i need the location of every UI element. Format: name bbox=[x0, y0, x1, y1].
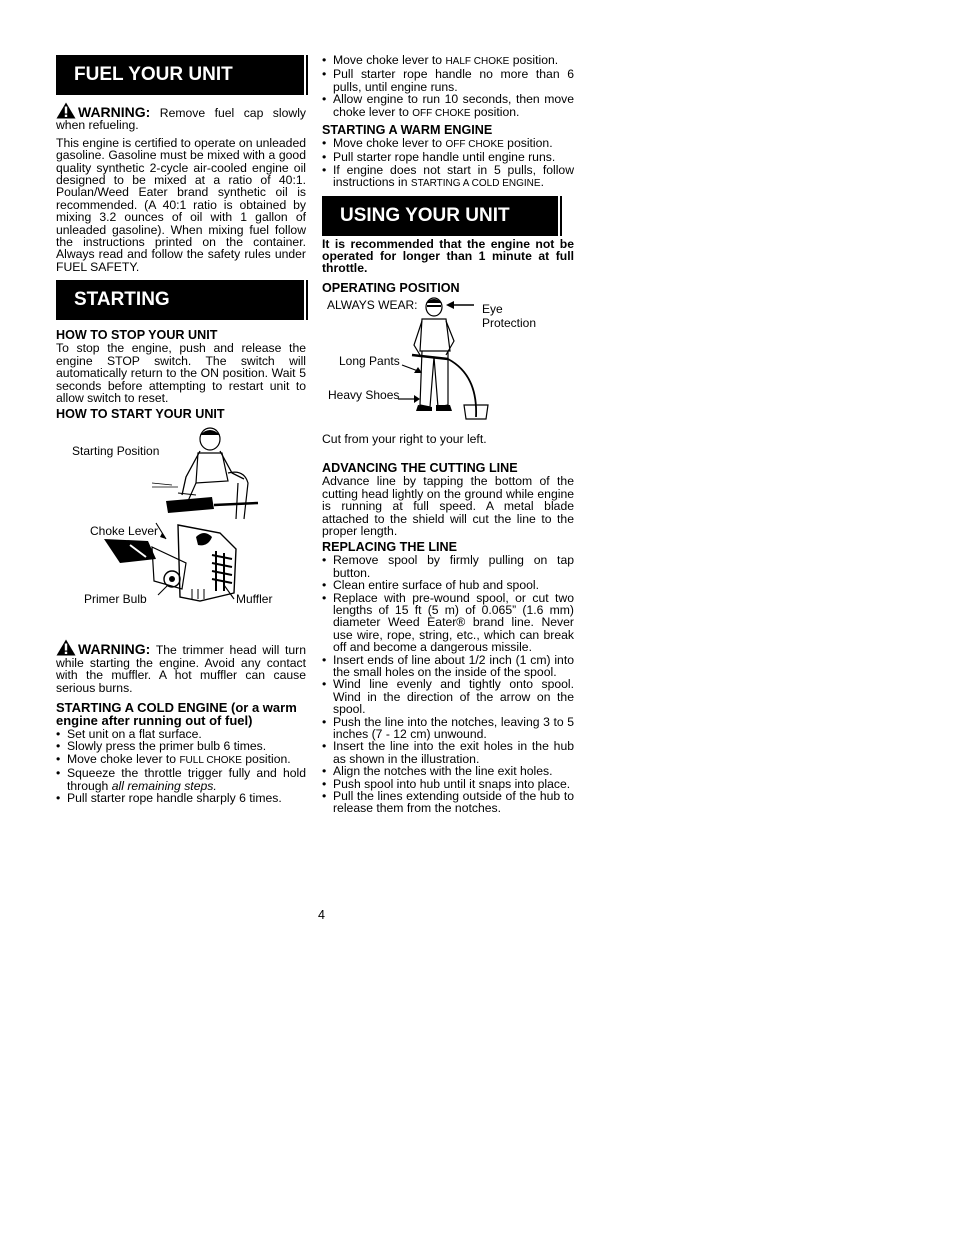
list-item: • Slowly press the primer bulb 6 times. bbox=[56, 740, 306, 752]
using-intro: It is recommended that the engine not be operated for longer than 1 minute at full throttle. bbox=[322, 236, 574, 276]
list-item: • Move choke lever to HALF CHOKE position. bbox=[322, 54, 574, 68]
fuel-body: This engine is certified to operate on unleaded gasoline. Gasoline must be mixed with a good quality synthetic 2‑cycle air‑cooled engine oil designed to be mixed at a ratio of 40:1. Poulan/Weed Eater brand synthetic oil is recommended. (A 40:1 ratio is obtained by mixing 3.2 ounces of oil with 1 gallon of unleaded gasoline). When mixing fuel follow the instructions printed on the container. Always read and follow the safety rules under FUEL SAFETY. bbox=[56, 135, 307, 274]
list-item: • Push spool into hub until it snaps into place. bbox=[322, 778, 574, 790]
page-number: 4 bbox=[318, 908, 325, 922]
fuel-warning bbox=[56, 102, 306, 132]
list-item: • Allow engine to run 10 seconds, then move choke lever to OFF CHOKE position. bbox=[322, 93, 574, 120]
label-primer-bulb: Primer Bulb bbox=[84, 592, 147, 607]
list-item: • Move choke lever to OFF CHOKE position. bbox=[322, 137, 574, 151]
list-item: • Pull the lines extending outside of the hub to release them from the notches. bbox=[322, 790, 574, 815]
list-item: • Replace with pre‑wound spool, or cut two lengths of 15 ft (5 m) of 0.065” (1.6 mm) diameter Weed Eater® brand line. Never use wire, rope, string, etc., which can break off and become a dangerous missile. bbox=[322, 592, 574, 654]
label-heavy-shoes: Heavy Shoes bbox=[328, 387, 400, 402]
list-item: • Align the notches with the line exit holes. bbox=[322, 765, 574, 777]
cold-engine-heading: STARTING A COLD ENGINE (or a warm engine after running out of fuel) bbox=[56, 699, 297, 729]
starting-figure bbox=[56, 421, 306, 633]
warning-triangle-icon bbox=[56, 102, 76, 119]
warm-engine-heading: STARTING A WARM ENGINE bbox=[322, 123, 493, 138]
fuel-banner: FUEL YOUR UNIT bbox=[56, 55, 306, 95]
list-item: • If engine does not start in 5 pulls, follow instructions in STARTING A COLD ENGINE. bbox=[322, 164, 574, 191]
fuel-warning-label: WARNING: bbox=[78, 104, 151, 120]
cut-direction-text: Cut from your right to your left. bbox=[322, 431, 487, 446]
list-item: • Pull starter rope handle until engine runs. bbox=[322, 151, 574, 163]
list-item: • Push the line into the notches, leaving 3 to 5 inches (7 ‑ 12 cm) unwound. bbox=[322, 716, 574, 741]
warm-engine-steps bbox=[322, 137, 574, 191]
label-choke-lever: Choke Lever bbox=[90, 524, 159, 539]
replacing-line-heading: REPLACING THE LINE bbox=[322, 540, 458, 555]
list-item: • Wind line evenly and tightly onto spool. Wind in the direction of the arrow on the spool. bbox=[322, 678, 574, 715]
list-item: • Insert the line into the exit holes in the hub as shown in the illustration. bbox=[322, 740, 574, 765]
label-starting-position: Starting Position bbox=[72, 444, 160, 459]
start-heading: HOW TO START YOUR UNIT bbox=[56, 407, 225, 422]
fuel-warning-text: Remove fuel cap slowly when refueling. bbox=[56, 106, 306, 133]
list-item: • Remove spool by firmly pulling on tap button. bbox=[322, 554, 574, 579]
list-item: • Clean entire surface of hub and spool. bbox=[322, 579, 574, 591]
starting-position-illustration bbox=[152, 423, 262, 523]
label-muffler: Muffler bbox=[236, 592, 273, 607]
operator-illustration bbox=[392, 295, 502, 423]
stop-heading: HOW TO STOP YOUR UNIT bbox=[56, 328, 218, 343]
cold-engine-steps-continued bbox=[322, 54, 574, 120]
warning-triangle-icon bbox=[56, 639, 76, 656]
operating-position-heading: OPERATING POSITION bbox=[322, 280, 460, 295]
advancing-line-heading: ADVANCING THE CUTTING LINE bbox=[322, 461, 518, 476]
starting-warning bbox=[56, 639, 306, 694]
stop-text: To stop the engine, push and release the engine STOP switch. The switch will automatically return to the ON position. Wait 5 seconds before attempting to restart unit to allow switch to reset. bbox=[56, 341, 306, 405]
list-item: • Move choke lever to FULL CHOKE position. bbox=[56, 753, 306, 767]
left-column bbox=[56, 0, 306, 804]
list-item: • Set unit on a flat surface. bbox=[56, 728, 306, 740]
list-item: • Pull starter rope handle no more than 6 pulls, until engine runs. bbox=[322, 68, 574, 93]
using-banner: USING YOUR UNIT bbox=[322, 196, 560, 236]
starting-banner: STARTING bbox=[56, 280, 306, 320]
label-eye-protection: Eye Protection bbox=[482, 301, 537, 330]
right-column bbox=[322, 0, 574, 815]
label-long-pants: Long Pants bbox=[339, 353, 400, 368]
replacing-line-steps bbox=[322, 554, 574, 815]
cold-engine-steps bbox=[56, 728, 306, 804]
starting-warning-label: WARNING: bbox=[78, 641, 151, 658]
starting-warning-text: The trimmer head will turn while starting the engine. Avoid any contact with the muffler. A hot muffler can cause serious burns. bbox=[56, 643, 306, 695]
label-always-wear: ALWAYS WEAR: bbox=[327, 297, 418, 312]
engine-controls-illustration bbox=[100, 519, 240, 603]
list-item: • Squeeze the throttle trigger fully and hold through all remaining steps. bbox=[56, 767, 306, 792]
advancing-line-text: Advance line by tapping the bottom of the cutting head lightly on the ground while engine is running at full speed. A metal blade attached to the shield will cut the line to the proper length. bbox=[322, 474, 574, 538]
list-item: • Insert ends of line about 1/2 inch (1 cm) into the small holes on the inside of the spool. bbox=[322, 654, 574, 679]
list-item: • Pull starter rope handle sharply 6 times. bbox=[56, 792, 306, 804]
operating-position-figure bbox=[322, 295, 574, 433]
